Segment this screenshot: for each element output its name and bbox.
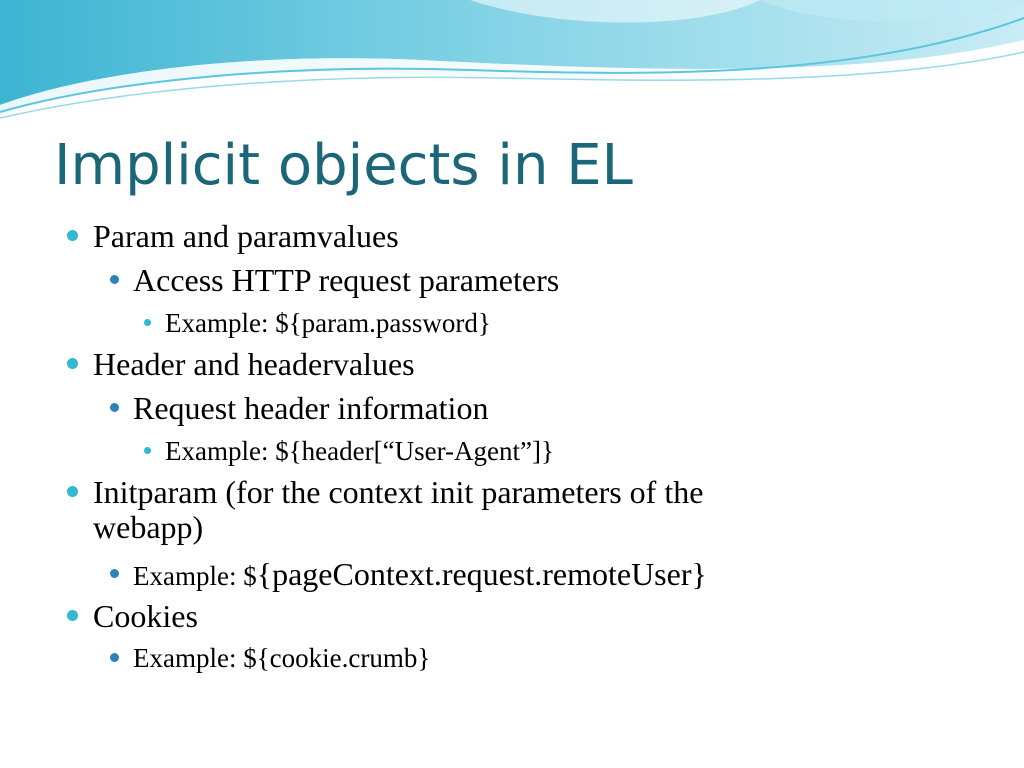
bullet-text: {pageContext.request.remoteUser} [256,556,707,592]
bullet-dot-icon [110,275,119,284]
slide-title: Implicit objects in EL [54,133,633,198]
bullet-text: Example: ${cookie.crumb} [133,643,431,673]
bullet-dot-icon [67,358,78,369]
bullet-initparam [93,474,703,510]
bullet-dot-icon [67,486,78,497]
bullet-dot-icon [67,610,78,621]
bullet-text: Access HTTP request parameters [133,262,560,298]
bullet-text: Header and headervalues [93,346,415,382]
bullet-text: Example: ${param.password} [165,308,491,338]
bullet-text: Request header information [133,390,489,426]
bullet-cookies [93,598,198,634]
bullet-param-access [133,262,559,298]
bullet-dot-icon [110,569,119,578]
bullet-cookies-example [133,640,430,676]
bullet-text: Param and paramvalues [93,218,399,254]
bullet-dot-icon [144,319,151,326]
bullet-dot-icon [110,403,119,412]
bullet-initparam-example [133,556,707,594]
bullet-text: Initparam (for the context init parameters of the [93,474,704,510]
header-wave-banner [0,0,1024,130]
bullet-header-example [165,436,554,466]
bullet-text: Cookies [93,598,198,634]
bullet-initparam-cont [93,509,203,545]
bullet-dot-icon [67,230,78,241]
bullet-dot-icon [144,447,151,454]
bullet-header-info [133,390,488,426]
bullet-param-example [165,308,491,338]
bullet-text: webapp) [93,509,204,545]
bullet-dot-icon [110,653,119,662]
bullet-prefix: Example: $ [133,561,257,591]
bullet-header [93,346,415,382]
bullet-param [93,218,399,254]
bullet-text: Example: ${header[“User-Agent”]} [165,436,554,466]
